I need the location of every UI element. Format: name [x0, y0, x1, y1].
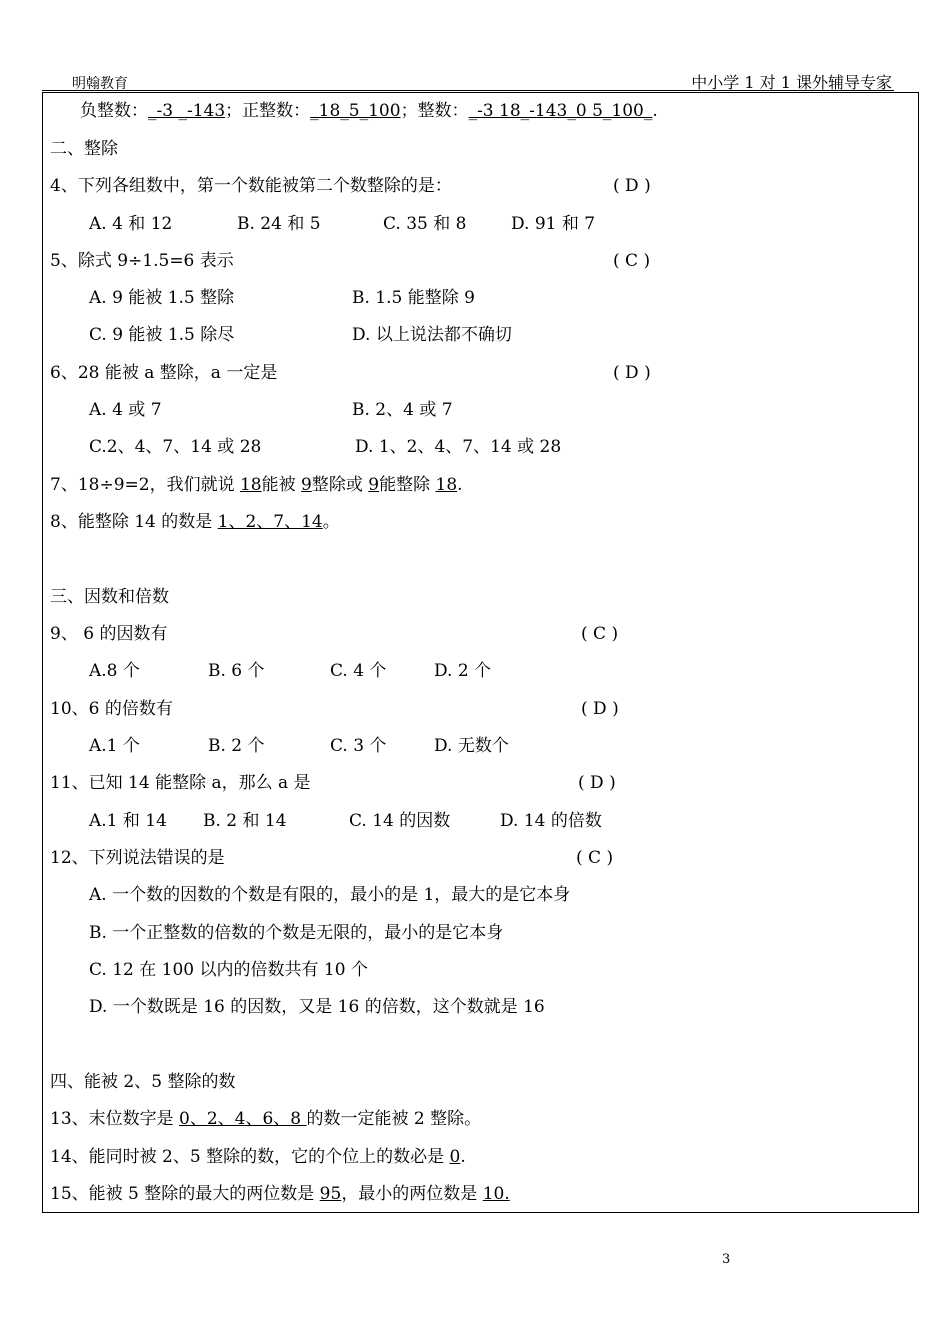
question-text: 11、已知 14 能整除 a，那么 a 是: [50, 773, 311, 793]
blank-answer: 0、2、4、6、8: [179, 1109, 307, 1129]
integer-classification-line: 负整数：_-3 _-143；正整数：_18_5_100；整数：_-3 18_-143_0 5_100_.: [80, 101, 658, 121]
option: B. 一个正整数的倍数的个数是无限的，最小的是它本身: [89, 923, 504, 943]
blank-answer: 18: [239, 475, 262, 495]
option: B. 2 个: [208, 736, 265, 756]
option: C. 14 的因数: [349, 811, 451, 831]
question-text: 12、下列说法错误的是: [50, 848, 225, 868]
question-answer: ( D ): [581, 699, 619, 719]
blank-answer: 9: [368, 475, 380, 495]
section-title: 二、整除: [50, 139, 118, 159]
option: C.2、4、7、14 或 28: [89, 437, 262, 457]
question-answer: ( C ): [576, 848, 614, 868]
blank-answer: 95: [319, 1184, 342, 1204]
option: A. 4 或 7: [89, 400, 162, 420]
question-answer: ( C ): [581, 624, 619, 644]
option: C. 12 在 100 以内的倍数共有 10 个: [89, 960, 368, 980]
section-title: 四、能被 2、5 整除的数: [50, 1072, 236, 1092]
question-text: 4、下列各组数中，第一个数能被第二个数整除的是：: [50, 176, 452, 196]
question-answer: ( C ): [613, 251, 651, 271]
option: D. 1、2、4、7、14 或 28: [355, 437, 562, 457]
option: A. 9 能被 1.5 整除: [89, 288, 235, 308]
option: C. 9 能被 1.5 除尽: [89, 325, 235, 345]
option: B. 2 和 14: [203, 811, 287, 831]
option: A.1 和 14: [89, 811, 167, 831]
question-fill-blank: 14、能同时被 2、5 整除的数，它的个位上的数必是 0.: [50, 1147, 466, 1167]
option: D. 以上说法都不确切: [352, 325, 512, 345]
option: B. 2、4 或 7: [352, 400, 453, 420]
option: C. 4 个: [330, 661, 387, 681]
option: A.8 个: [89, 661, 140, 681]
option: A. 4 和 12: [89, 214, 173, 234]
blank-answer: 0: [449, 1147, 461, 1167]
blank-answer: 18: [435, 475, 458, 495]
question-fill-blank: 15、能被 5 整除的最大的两位数是 95，最小的两位数是 10.: [50, 1184, 510, 1204]
question-fill-blank: 7、18÷9=2，我们就说 18能被 9整除或 9能整除 18.: [50, 475, 463, 495]
blank-answer: 1、2、7、14: [217, 512, 323, 532]
question-answer: ( D ): [613, 363, 651, 383]
page-number: 3: [722, 1252, 731, 1267]
negative-label: 负整数：: [80, 101, 148, 121]
question-fill-blank: 13、末位数字是 0、2、4、6、8 的数一定能被 2 整除。: [50, 1109, 482, 1129]
option: D. 14 的倍数: [500, 811, 602, 831]
option: D. 2 个: [434, 661, 492, 681]
negative-answer: _-3 _-143: [148, 101, 226, 121]
header-org-name: 明翰教育: [72, 76, 128, 92]
option: D. 一个数既是 16 的因数，又是 16 的倍数，这个数就是 16: [89, 997, 545, 1017]
question-answer: ( D ): [578, 773, 616, 793]
header-rule: [42, 90, 894, 91]
header-slogan: 中小学 1 对 1 课外辅导专家: [691, 73, 892, 92]
question-text: 10、6 的倍数有: [50, 699, 173, 719]
option: D. 无数个: [434, 736, 509, 756]
option: B. 24 和 5: [237, 214, 321, 234]
positive-answer: _18_5_100: [310, 101, 401, 121]
option: C. 35 和 8: [383, 214, 467, 234]
integer-label: 整数：: [417, 101, 469, 121]
question-text: 6、28 能被 a 整除，a 一定是: [50, 363, 278, 383]
blank-answer: 10.: [482, 1184, 510, 1204]
question-text: 5、除式 9÷1.5=6 表示: [50, 251, 234, 271]
option: B. 6 个: [208, 661, 265, 681]
blank-answer: 9: [301, 475, 312, 495]
question-answer: ( D ): [613, 176, 651, 196]
question-fill-blank: 8、能整除 14 的数是 1、2、7、14。: [50, 512, 340, 532]
section-title: 三、因数和倍数: [50, 587, 169, 607]
option: C. 3 个: [330, 736, 387, 756]
option: A.1 个: [89, 736, 140, 756]
positive-label: 正整数：: [242, 101, 311, 121]
integer-answer: _-3 18_-143_0 5_100_: [468, 101, 653, 121]
option: B. 1.5 能整除 9: [352, 288, 475, 308]
option: D. 91 和 7: [511, 214, 596, 234]
question-text: 9、 6 的因数有: [50, 624, 168, 644]
option: A. 一个数的因数的个数是有限的，最小的是 1，最大的是它本身: [89, 885, 571, 905]
